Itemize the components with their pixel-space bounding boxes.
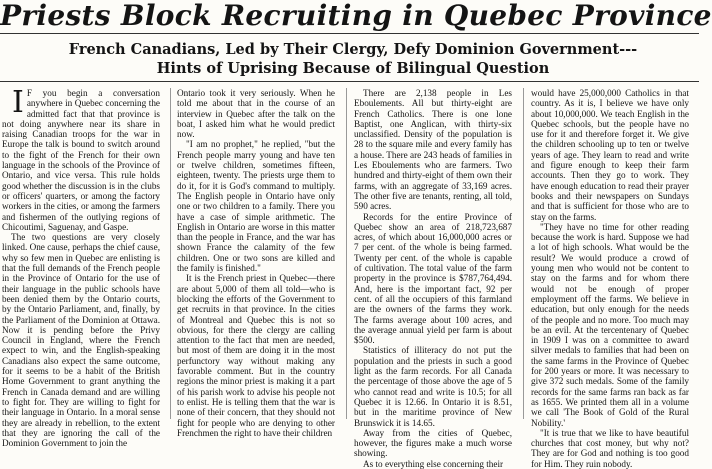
article-column-1 [2,85,160,449]
paragraph: Ontario took it very seriously. When he told me about that in the course of an interview in Quebec after the talk on the boat, I asked him what he would predict now. [177,88,335,140]
paragraph: F you begin a conversation anywhere in Quebec concerning the admitted fact that that province is not doing anywhere near its share in raising Canadian troops for the war in Europe the talk is bound to switch around to the fight of the French for their own language in the schools of the Province of Ontario, and vice versa. This rule holds good whether the discussion is in the clubs or officers' quarters, or among the factory workers in the cities, or among the farmers and fishermen of the outlying regions of Chicoutimi, Saguenay, and Gaspe. [2,88,160,232]
deck-subheadline: French Canadians, Led by Their Clergy, Defy Dominion Government---Hints of Uprising Because of Bilingual Question [68,41,638,77]
paragraph: "I am no prophet," he replied, "but the French people marry young and have ten or twelve children, sometimes fifteen, eighteen, twenty. The priests urge them to do it, for it is God's command to multiply. The English people in Ontario have only one or two children to a family. There you have a case of simple arithmetic. The English in Ontario are worse in this matter than the people in France, and the war has shown France the calamity of the few children. One or two sons are killed and the family is finished." [177,139,335,274]
headline-rule [0,33,699,34]
paragraph: It is the French priest in Quebec—there are about 5,000 of them all told—who is blocking the efforts of the Government to get recruits in that province. In the cities of Montreal and Quebec this is not so obvious, for there the clergy are calling attention to the fact that men are needed, but most of them are doing it in the most perfunctory way without making any favorable comment. But in the country regions the minor priest is making it a part of his parish work to advise his people not to enlist. He is telling them that the war is none of their concern, that they should not fight for people who are denying to other Frenchmen the right to have their children [177,273,335,438]
column-divider [346,88,347,419]
column-divider [170,88,171,419]
article-column-4 [531,88,689,469]
paragraph: "They have no time for other reading because the work is hard. Suppose we had a lot of high schools. What would be the result? We would produce a crowd of young men who would not be content to stay on the farms and for whom there would not be enough of proper employment off the farms. We believe in education, but only enough for the needs of the people and no more. Too much may be an evil. At the tercentenary of Quebec in 1909 I was on a committee to award silver medals to families that had been on the same farms in the Province of Quebec for 200 years or more. It was necessary to give 372 such medals. Some of the family records for the same farms ran back as far as 1655. We printed them all in a volume we call 'The Book of Gold of the Rural Nobility.' [531,221,689,428]
deck-rule [0,81,699,82]
article-column-3 [354,88,512,469]
paragraph: "It is true that we like to have beautiful churches that cost money, but why not? They are for God and nothing is too good for Him. They ruin nobody. [531,427,689,469]
paragraph: The two questions are very closely linked. One cause, perhaps the chief cause, why so few men in Quebec are enlisting is that the full demands of the French people in the Province of Ontario for the use of their language in the public schools have been denied them by the Ontario courts, by the Ontario Parliament, and, finally, by the Parliament of the Dominion at Ottawa. Now it is pending before the Privy Council in England, where the French expect to win, and the English-speaking Canadians also expect the same outcome, for it seems to be a habit of the British Home Government to grant anything the French in Canada demand and are willing to fight for. They are willing to fight for their language in Ontario. In a moral sense they are already in rebellion, to the extent that they are ignoring the call of the Dominion Government to join the [2,232,160,449]
paragraph: Statistics of illiteracy do not put the population and the priests in such a good light as the farm records. For all Canada the percentage of those above the age of 5 who cannot read and write is 10.5; for all Quebec it is 12.66. In Ontario it is 8.51, but in the maritime province of New Brunswick it is 14.65. [354,345,512,428]
paragraph: would have 25,000,000 Catholics in that country. As it is, I believe we have only about 10,000,000. We teach English in the Quebec schools, but the people have no use for it and therefore forget it. We give the children schooling up to ten or twelve years of age. They learn to read and write and figure enough to keep their farm accounts. Then they go to work. They have enough education to read their prayer books and their newspapers on Sundays and that is sufficient for those who are to stay on the farms. [531,88,689,222]
paragraph: There are 2,138 people in Les Eboulements. All but thirty-eight are French Catholics. There is one lone Baptist, one Anglican, with thirty-six unclassified. Density of the population is 28 to the square mile and every family has a house. There are 243 heads of families in Les Eboulements who are farmers. Two hundred and thirty-eight of them own their farms, with an aggregate of 33,169 acres. The other five are tenants, renting, all told, 590 acres. [354,88,512,212]
paragraph: Away from the cities of Quebec, however, the figures make a much worse showing. [354,427,512,459]
column-divider [523,88,524,419]
paragraph: As to everything else concerning their [363,458,504,469]
drop-cap: I [12,85,24,120]
paragraph: Records for the entire Province of Quebec show an area of 218,723,687 acres, of which about 16,000,000 acres or 7 per cent. of the whole is being farmed. Twenty per cent. of the whole is capable of cultivation. The total value of the farm property in the province is $787,764,494. And, here is the important fact, 92 per cent. of all the occupiers of this farmland are the owners of the farms they work. The farms average about 100 acres, and the average annual yield per farm is about $500. [354,211,512,346]
headline: Priests Block Recruiting in Quebec Province [0,0,712,32]
article-column-2 [177,88,335,438]
